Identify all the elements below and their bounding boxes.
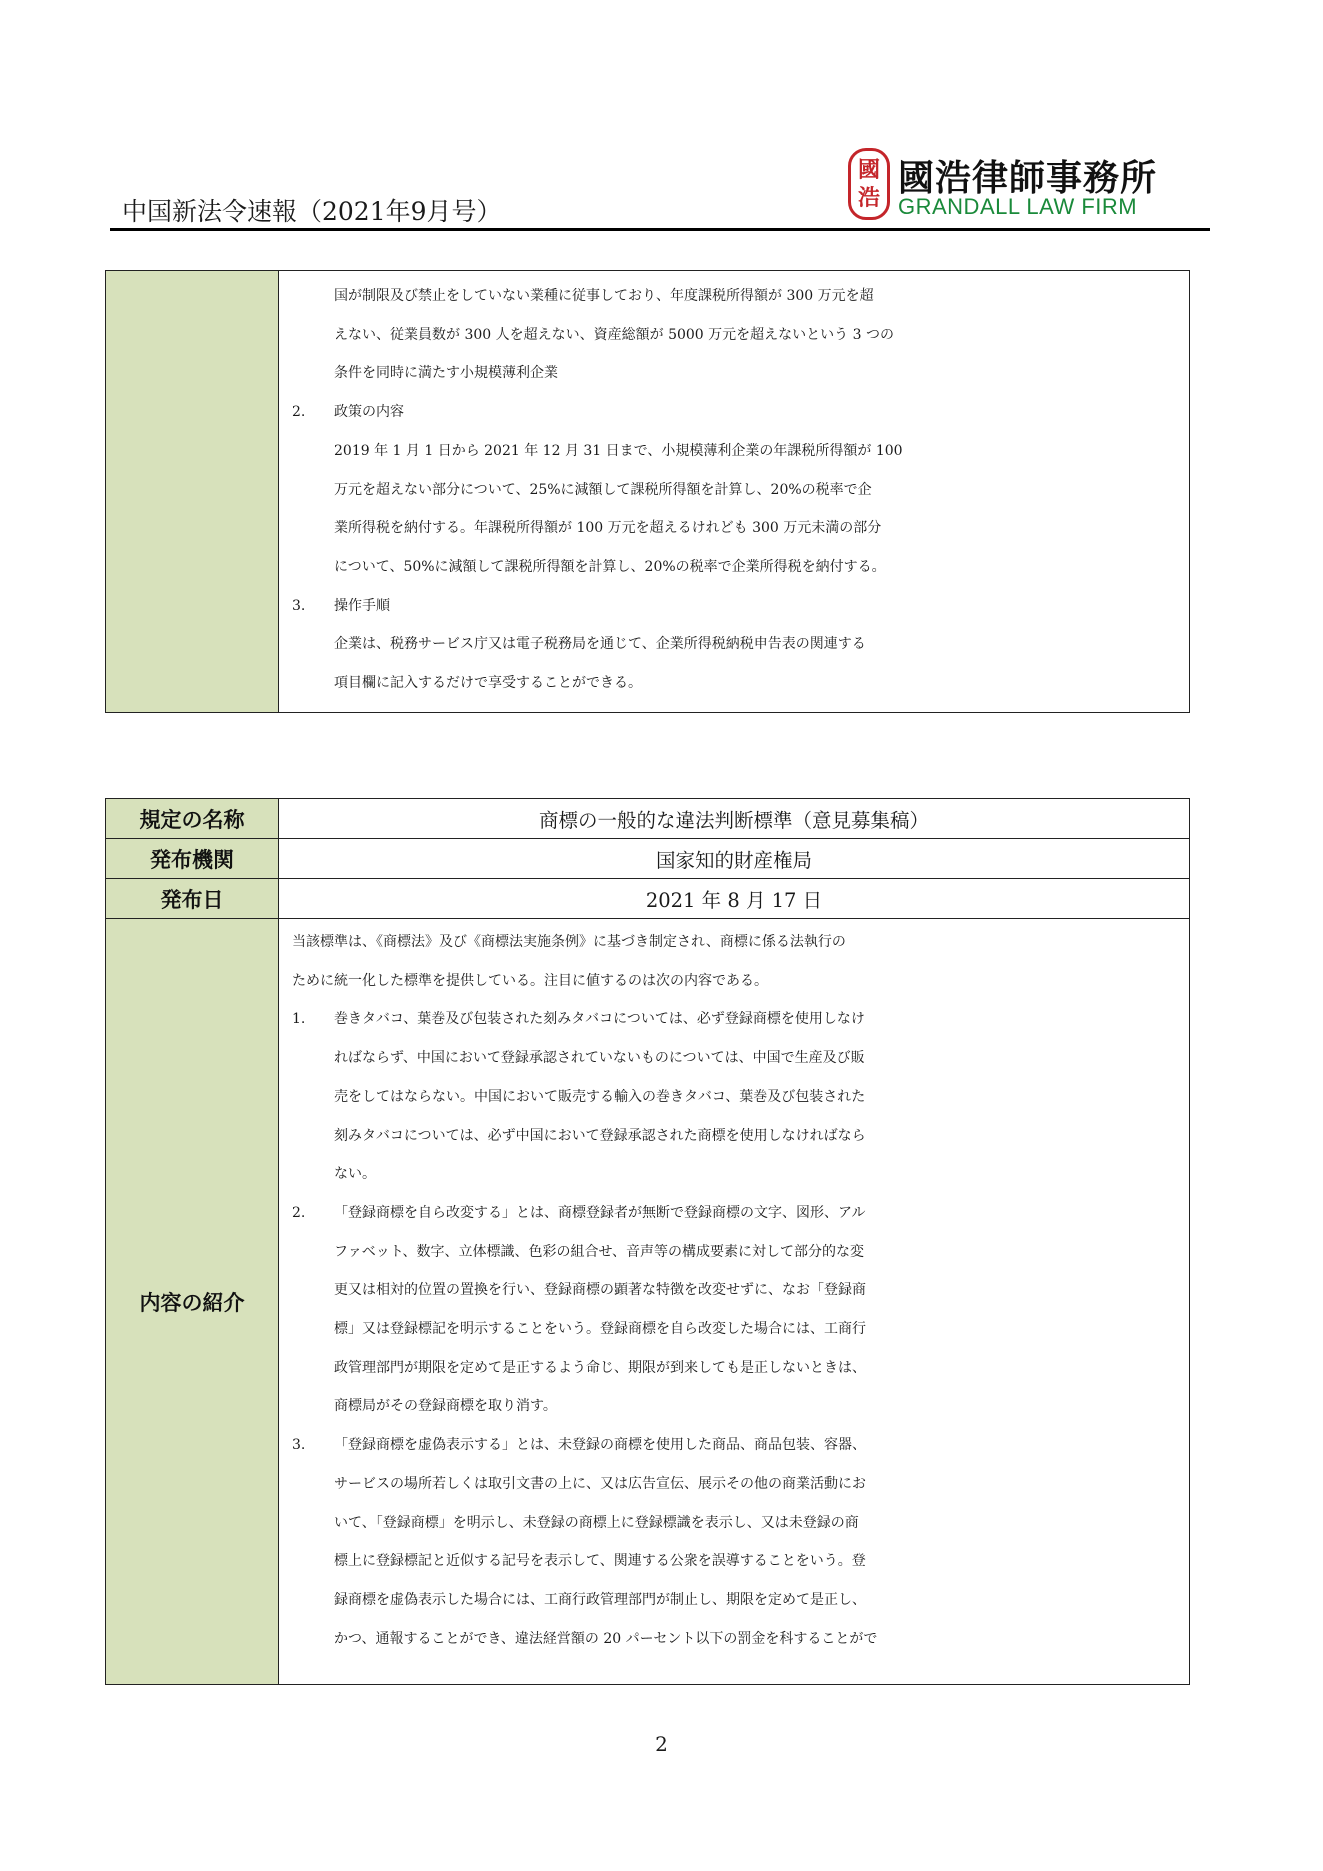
text-line: 当該標準は、《商標法》及び《商標法実施条例》に基づき制定され、商標に係る法執行の (292, 934, 846, 950)
text-line: 業所得税を納付する。年課税所得額が 100 万元を超えるけれども 300 万元未満の部分 (334, 520, 882, 537)
content-cell (279, 919, 1190, 1685)
table-row (106, 799, 1190, 839)
text-line: ために統一化した標準を提供している。注目に値するのは次の内容である。 (292, 972, 768, 989)
newsletter-title: 中国新法令速報（2021年9月号） (122, 197, 502, 226)
firm-name-cn: 國浩律師事務所 (898, 158, 1158, 199)
text-line: ない。 (334, 1166, 376, 1183)
text-line: 2019 年 1 月 1 日から 2021 年 12 月 31 日まで、小規模薄利企業の年課税所得額が 100 (334, 442, 903, 459)
text-line: について、50%に減額して課税所得額を計算し、20%の税率で企業所得税を納付する。 (334, 558, 886, 575)
list-item (292, 1194, 1179, 1233)
firm-name-en: GRANDALL LAW FIRM (898, 194, 1138, 219)
text-line: 刻みタバコについては、必ず中国において登録承認された商標を使用しなければなら (334, 1127, 866, 1144)
text-line: 売をしてはならない。中国において販売する輸入の巻きタバコ、葉巻及び包装された (334, 1088, 866, 1105)
value-issuing-authority: 国家知的財産権局 (279, 839, 1190, 879)
text-line: 万元を超えない部分について、25%に減額して課税所得額を計算し、20%の税率で企 (334, 481, 872, 498)
text-line: えない、従業員数が 300 人を超えない、資産総額が 5000 万元を超えないという 3 つの (334, 326, 894, 343)
text-line: 政管理部門が期限を定めて是正するよう命じ、期限が到来しても是正しないときは、 (334, 1359, 866, 1376)
list-number: 2. (292, 404, 306, 421)
list-item (292, 1000, 1179, 1039)
text-line: かつ、通報することができ、違法経営額の 20 パーセント以下の罰金を科することがで (334, 1630, 878, 1647)
list-item (292, 1426, 1179, 1465)
seal-char-1: 國 (857, 157, 880, 183)
page-number: 2 (655, 1732, 668, 1756)
text-line: 項目欄に記入するだけで享受することができる。 (334, 675, 642, 692)
regulation-table (105, 798, 1190, 1685)
text-line: 巻きタバコ、葉巻及び包装された刻みタバコについては、必ず登録商標を使用しなけ (334, 1011, 865, 1028)
text-line: 「登録商標を自ら改変する」とは、商標登録者が無断で登録商標の文字、図形、アル (334, 1204, 866, 1221)
label-regulation-name: 規定の名称 (106, 799, 279, 839)
list-number: 1. (292, 1011, 306, 1028)
text-line: 標上に登録標記と近似する記号を表示して、関連する公衆を誤導することをいう。登 (334, 1553, 866, 1570)
text-line: サービスの場所若しくは取引文書の上に、又は広告宣伝、展示その他の商業活動にお (334, 1475, 866, 1492)
text-line: 企業は、税務サービス庁又は電子税務局を通じて、企業所得税納税申告表の関連する (334, 636, 866, 653)
list-number: 3. (292, 597, 306, 614)
text-line: いて、「登録商標」を明示し、未登録の商標上に登録標識を表示し、又は未登録の商 (334, 1514, 859, 1531)
list-number: 3. (292, 1437, 306, 1454)
list-heading-text: 政策の内容 (334, 404, 404, 421)
content-cell (279, 271, 1190, 713)
table-row (106, 839, 1190, 879)
policy-table-continued (105, 270, 1190, 713)
label-issue-date: 発布日 (106, 879, 279, 919)
value-regulation-name: 商標の一般的な違法判断標準（意見募集稿） (279, 799, 1190, 839)
text-line: ればならず、中国において登録承認されていないものについては、中国で生産及び販 (334, 1050, 865, 1067)
text-line: 国が制限及び禁止をしていない業種に従事しており、年度課税所得額が 300 万元を超 (334, 288, 874, 304)
list-heading-text: 操作手順 (334, 597, 390, 614)
seal-icon (848, 148, 890, 220)
label-issuing-authority: 発布機関 (106, 839, 279, 879)
text-line: ファベット、数字、立体標識、色彩の組合せ、音声等の構成要素に対して部分的な変 (334, 1243, 865, 1260)
firm-logo (848, 148, 1188, 222)
text-line: 更又は相対的位置の置換を行い、登録商標の顕著な特徴を改変せずに、なお「登録商 (334, 1282, 866, 1299)
list-number: 2. (292, 1204, 306, 1221)
text-line: 標」又は登録標記を明示することをいう。登録商標を自ら改変した場合には、工商行 (334, 1321, 866, 1338)
text-line: 「登録商標を虚偽表示する」とは、未登録の商標を使用した商品、商品包装、容器、 (334, 1437, 866, 1454)
text-line: 録商標を虚偽表示した場合には、工商行政管理部門が制止し、期限を定めて是正し、 (334, 1591, 866, 1608)
table-row (106, 919, 1190, 1685)
text-line: 商標局がその登録商標を取り消す。 (334, 1398, 557, 1415)
list-item-heading (292, 393, 1179, 432)
text-line: 条件を同時に満たす小規模薄利企業 (334, 365, 558, 382)
seal-char-2: 浩 (857, 185, 880, 211)
label-content-summary: 内容の紹介 (106, 919, 279, 1685)
header-divider (110, 228, 1210, 231)
value-issue-date: 2021 年 8 月 17 日 (279, 879, 1190, 919)
table-row (106, 879, 1190, 919)
list-item-heading (292, 587, 1179, 626)
label-cell-empty (106, 271, 279, 713)
